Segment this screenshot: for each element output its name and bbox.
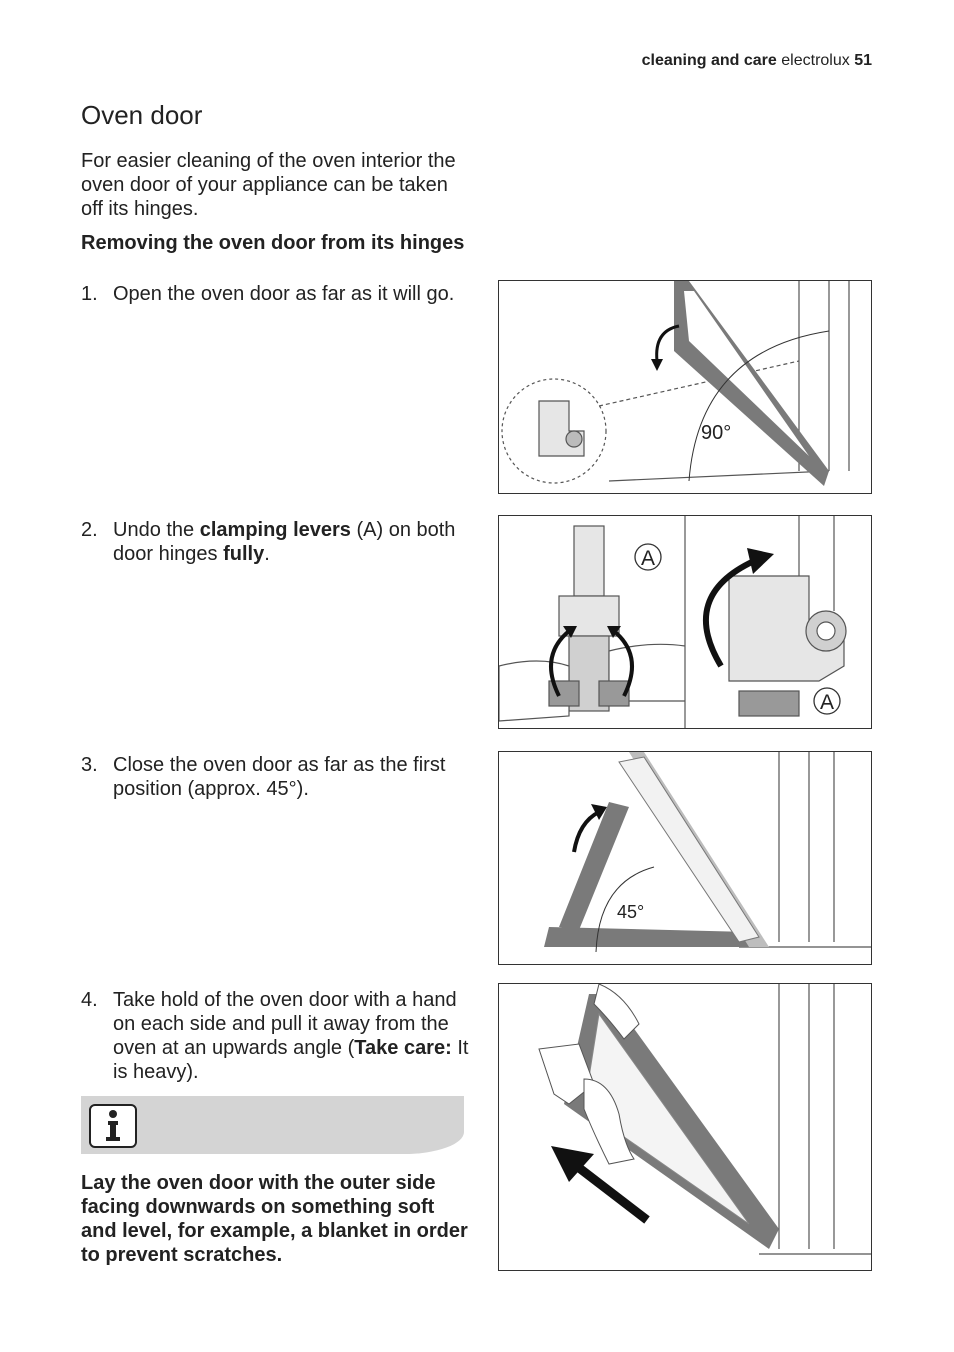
- step-text: Close the oven door as far as the first position (approx. 45°).: [113, 754, 446, 800]
- step-number: 1.: [81, 283, 98, 305]
- info-banner: [81, 1096, 464, 1154]
- section-subheading: Removing the oven door from its hinges: [81, 232, 465, 254]
- angle-label-45: 45°: [617, 902, 645, 922]
- step-number: 4.: [81, 989, 98, 1011]
- figure-door-45: [498, 751, 872, 965]
- step-text: Undo the clamping levers (A) on both door hinges fully.: [113, 519, 456, 565]
- warning-note: Lay the oven door with the outer side facing downwards on something soft and level, for example, a blanket in order to prevent scratches.: [81, 1172, 468, 1266]
- running-header: [642, 52, 872, 70]
- info-icon: [89, 1104, 137, 1148]
- step-number: 2.: [81, 519, 98, 541]
- header-section: cleaning and care: [641, 52, 777, 69]
- clamping-lever-illustration: [499, 516, 871, 728]
- header-brand: electrolux: [781, 52, 850, 69]
- figure-door-open-90: [498, 280, 872, 494]
- door-open-illustration: [499, 281, 871, 493]
- label-a-left: A: [640, 547, 656, 570]
- door-removal-illustration: [499, 984, 871, 1270]
- figure-door-removal: [498, 983, 872, 1271]
- step-number: 3.: [81, 754, 98, 776]
- page-title: Oven door: [81, 100, 203, 130]
- step-text: Open the oven door as far as it will go.: [113, 283, 455, 305]
- intro-paragraph: For easier cleaning of the oven interior the oven door of your appliance can be taken off its hinges.: [81, 150, 456, 220]
- angle-label-90: 90°: [701, 422, 732, 444]
- step-text: Take hold of the oven door with a hand on each side and pull it away from the oven at an upwards angle (Take care: It is heavy).: [113, 989, 469, 1083]
- page-number: 51: [854, 52, 872, 69]
- door-45-illustration: [499, 752, 871, 964]
- figure-clamping-levers: [498, 515, 872, 729]
- label-a-right: A: [819, 691, 835, 714]
